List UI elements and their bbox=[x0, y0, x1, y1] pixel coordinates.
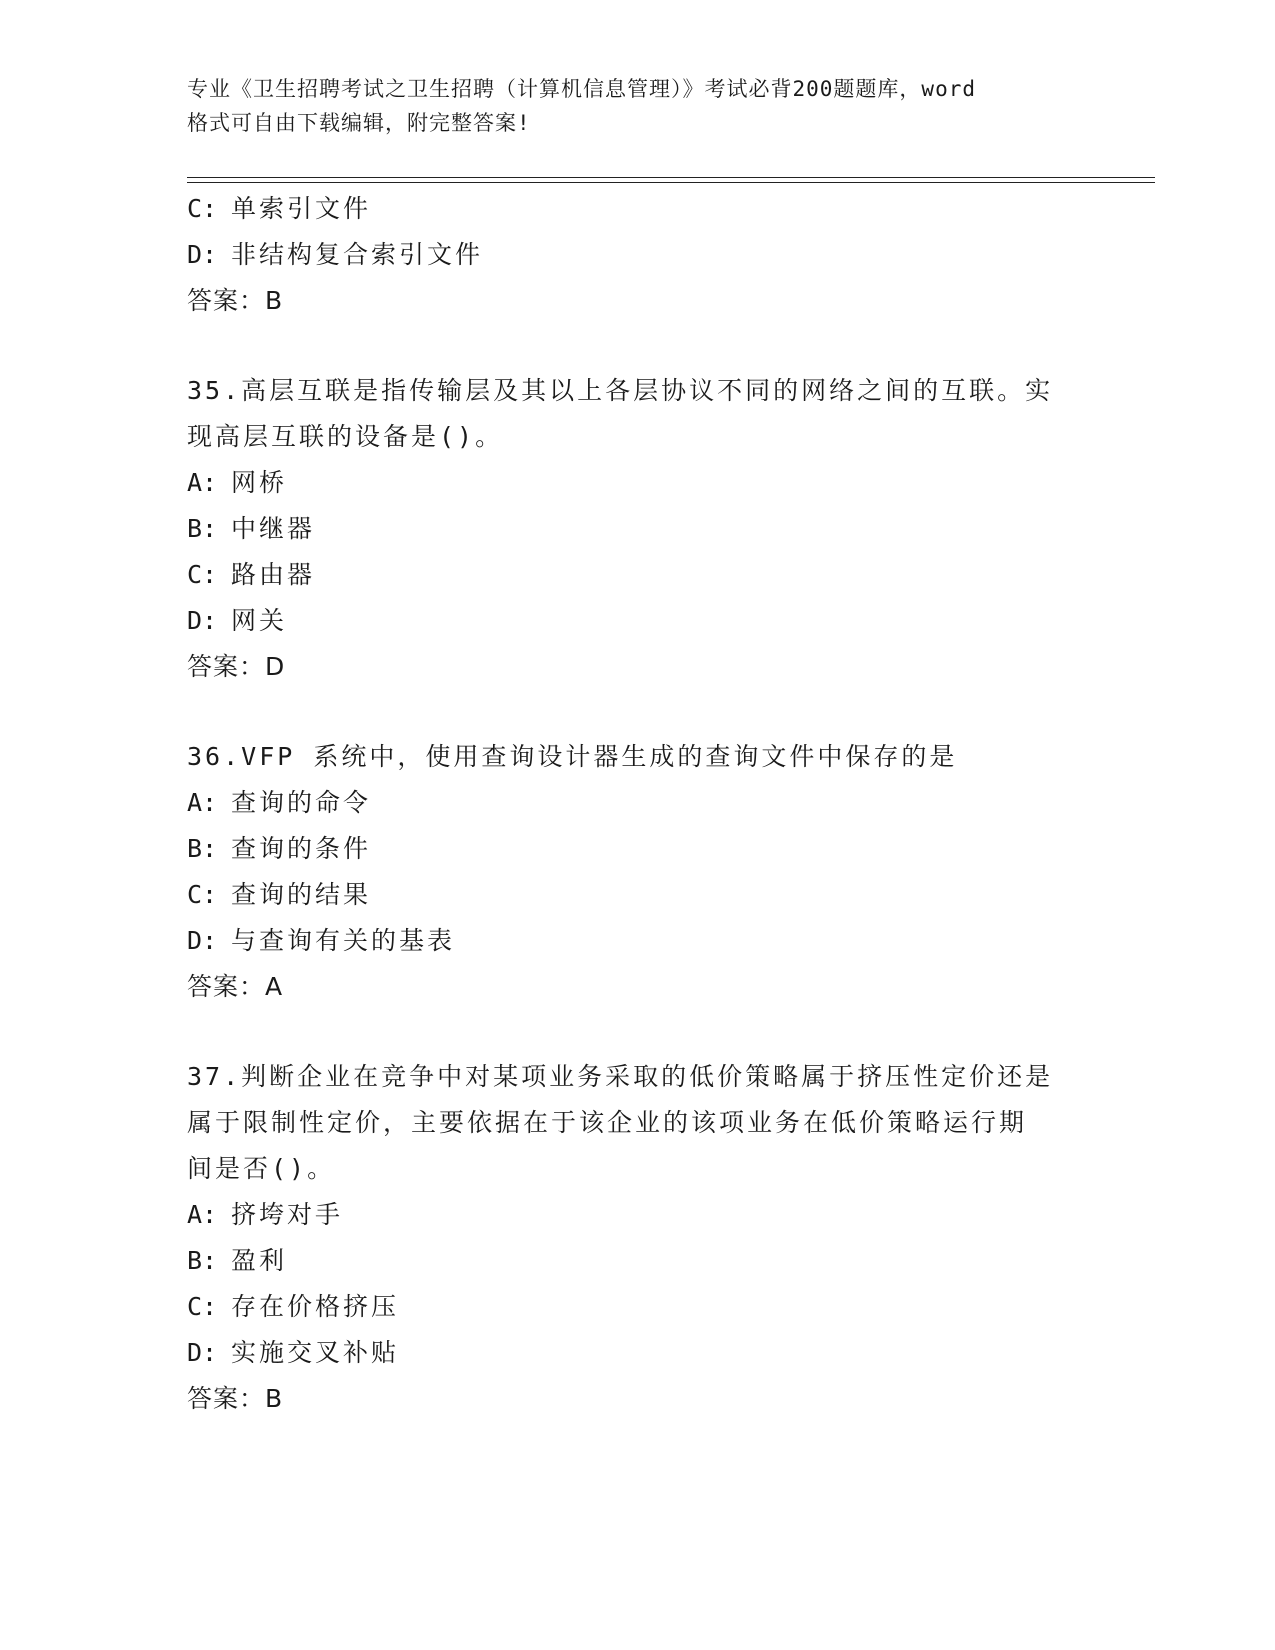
option-a bbox=[187, 460, 1087, 506]
answer: 答案：D bbox=[187, 652, 286, 681]
header-line-2: 格式可自由下载编辑，附完整答案! bbox=[187, 111, 531, 135]
option-text: 挤垮对手 bbox=[231, 1200, 344, 1229]
option-key: D: bbox=[187, 1338, 218, 1367]
option-key: A: bbox=[187, 788, 218, 817]
option-text: 盈利 bbox=[231, 1246, 288, 1275]
option-c bbox=[187, 872, 1087, 918]
header-divider-bottom bbox=[187, 182, 1155, 183]
option-key: D: bbox=[187, 606, 218, 635]
option-c bbox=[187, 552, 1087, 598]
option-a bbox=[187, 780, 1087, 826]
option-b bbox=[187, 1238, 1087, 1284]
option-key: A: bbox=[187, 468, 218, 497]
question-text: 36.VFP 系统中，使用查询设计器生成的查询文件中保存的是 bbox=[187, 742, 958, 771]
question-34-tail bbox=[187, 186, 1087, 324]
option-text: 路由器 bbox=[231, 560, 316, 589]
spacer bbox=[187, 1010, 1087, 1054]
document-header bbox=[187, 72, 1087, 140]
option-text: 单索引文件 bbox=[231, 194, 372, 223]
option-d bbox=[187, 232, 1087, 278]
option-key: C: bbox=[187, 194, 218, 223]
option-key: B: bbox=[187, 1246, 218, 1275]
option-key: D: bbox=[187, 926, 218, 955]
answer: 答案：B bbox=[187, 1384, 284, 1413]
option-b bbox=[187, 826, 1087, 872]
option-c bbox=[187, 186, 1087, 232]
answer: 答案：A bbox=[187, 972, 284, 1001]
option-text: 查询的条件 bbox=[231, 834, 372, 863]
header-line-1: 专业《卫生招聘考试之卫生招聘（计算机信息管理）》考试必背200题题库，word bbox=[187, 77, 976, 101]
question-text: 37.判断企业在竞争中对某项业务采取的低价策略属于挤压性定价还是 bbox=[187, 1062, 1054, 1091]
question-35 bbox=[187, 368, 1087, 690]
option-d bbox=[187, 1330, 1087, 1376]
answer: 答案：B bbox=[187, 286, 284, 315]
option-key: C: bbox=[187, 560, 218, 589]
question-37 bbox=[187, 1054, 1087, 1422]
option-b bbox=[187, 506, 1087, 552]
option-text: 查询的命令 bbox=[231, 788, 372, 817]
spacer bbox=[187, 324, 1087, 368]
option-text: 实施交叉补贴 bbox=[231, 1338, 400, 1367]
question-36 bbox=[187, 734, 1087, 1010]
option-text: 网桥 bbox=[231, 468, 288, 497]
question-content bbox=[187, 186, 1087, 1422]
question-text: 现高层互联的设备是()。 bbox=[187, 422, 504, 451]
option-text: 中继器 bbox=[231, 514, 316, 543]
header-divider-top bbox=[187, 177, 1155, 178]
option-a bbox=[187, 1192, 1087, 1238]
question-text: 35.高层互联是指传输层及其以上各层协议不同的网络之间的互联。实 bbox=[187, 376, 1054, 405]
option-d bbox=[187, 598, 1087, 644]
option-text: 与查询有关的基表 bbox=[231, 926, 456, 955]
spacer bbox=[187, 690, 1087, 734]
option-text: 查询的结果 bbox=[231, 880, 372, 909]
option-key: D: bbox=[187, 240, 218, 269]
question-text: 属于限制性定价，主要依据在于该企业的该项业务在低价策略运行期 bbox=[187, 1108, 1028, 1137]
option-text: 网关 bbox=[231, 606, 288, 635]
option-c bbox=[187, 1284, 1087, 1330]
option-key: B: bbox=[187, 834, 218, 863]
option-key: B: bbox=[187, 514, 218, 543]
option-d bbox=[187, 918, 1087, 964]
option-text: 非结构复合索引文件 bbox=[231, 240, 484, 269]
question-text: 间是否()。 bbox=[187, 1154, 336, 1183]
option-key: A: bbox=[187, 1200, 218, 1229]
option-key: C: bbox=[187, 1292, 218, 1321]
option-key: C: bbox=[187, 880, 218, 909]
option-text: 存在价格挤压 bbox=[231, 1292, 400, 1321]
